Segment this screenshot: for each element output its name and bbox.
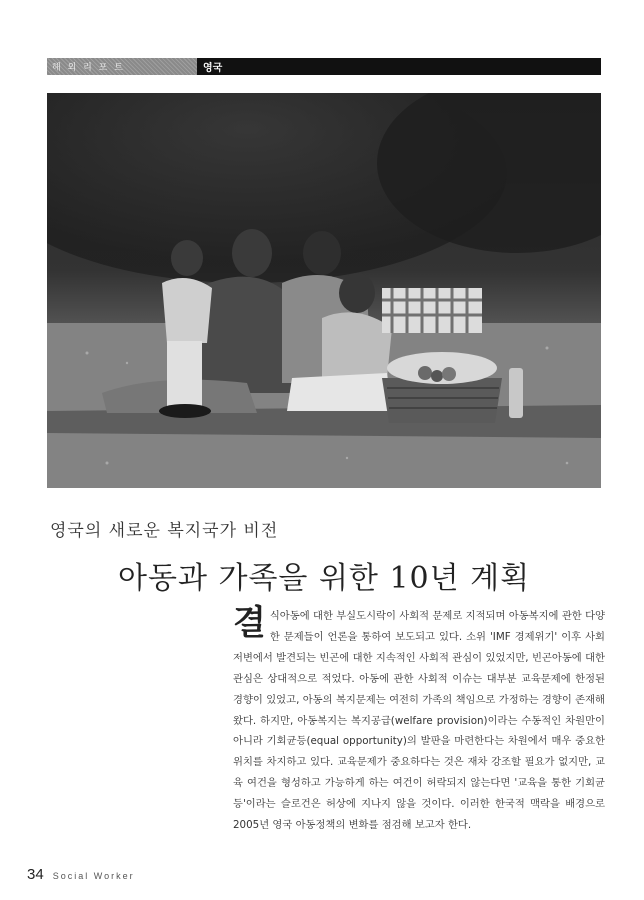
article-body-text: 식아동에 대한 부실도시락이 사회적 문제로 지적되며 아동복지에 관한 다양한 문제들이 언론을 통하여 보도되고 있다. 소위 'IMF 경제위기' 이후 사회저변에서 발견되는 빈곤에 대한 지속적인 사회적 관심이 있었지만, 빈곤아동에 대한 관심은 상대적으로 적었다. 아동에 관한 사회적 이슈는 대부분 교육문제에 한정된 경향이 있었고, 아동의 복지문제는 여전히 가족의 책임으로 가정하는 경향이 존재해 왔다. 하지만, 아동복지는 복지공급(welfare provision)이라는 수동적인 차원만이 아니라 기회균등(equal opportunity)의 발판을 마련한다는 차원에서 매우 중요한 위치를 차지하고 있다. 교육문제가 중요하다는 것은 재차 강조할 필요가 없지만, 교육 여건을 형성하고 가능하게 하는 여건이 허락되지 않는다면 '교육을 통한 기회균등'이라는 슬로건은 허상에 지나지 않을 것이다. 이러한 한국적 맥락을 배경으로 2005년 영국 아동정책의 변화를 점검해 보고자 한다. <box>233 610 605 832</box>
section-header-bar <box>47 58 601 75</box>
country-label-box <box>197 58 601 75</box>
section-label-box <box>47 58 197 75</box>
page-footer <box>27 864 135 883</box>
article-subtitle: 영국의 새로운 복지국가 비전 <box>50 521 279 541</box>
country-label: 영국 <box>203 63 223 74</box>
family-picnic-photo <box>47 93 601 488</box>
article-title: 아동과 가족을 위한 10년 계획 <box>118 561 531 596</box>
section-label: 해 외 리 포 트 <box>52 63 125 73</box>
article-body <box>233 603 605 836</box>
page-number: 34 <box>27 866 44 883</box>
drop-cap: 결 <box>233 603 266 643</box>
magazine-name: Social Worker <box>52 871 135 881</box>
